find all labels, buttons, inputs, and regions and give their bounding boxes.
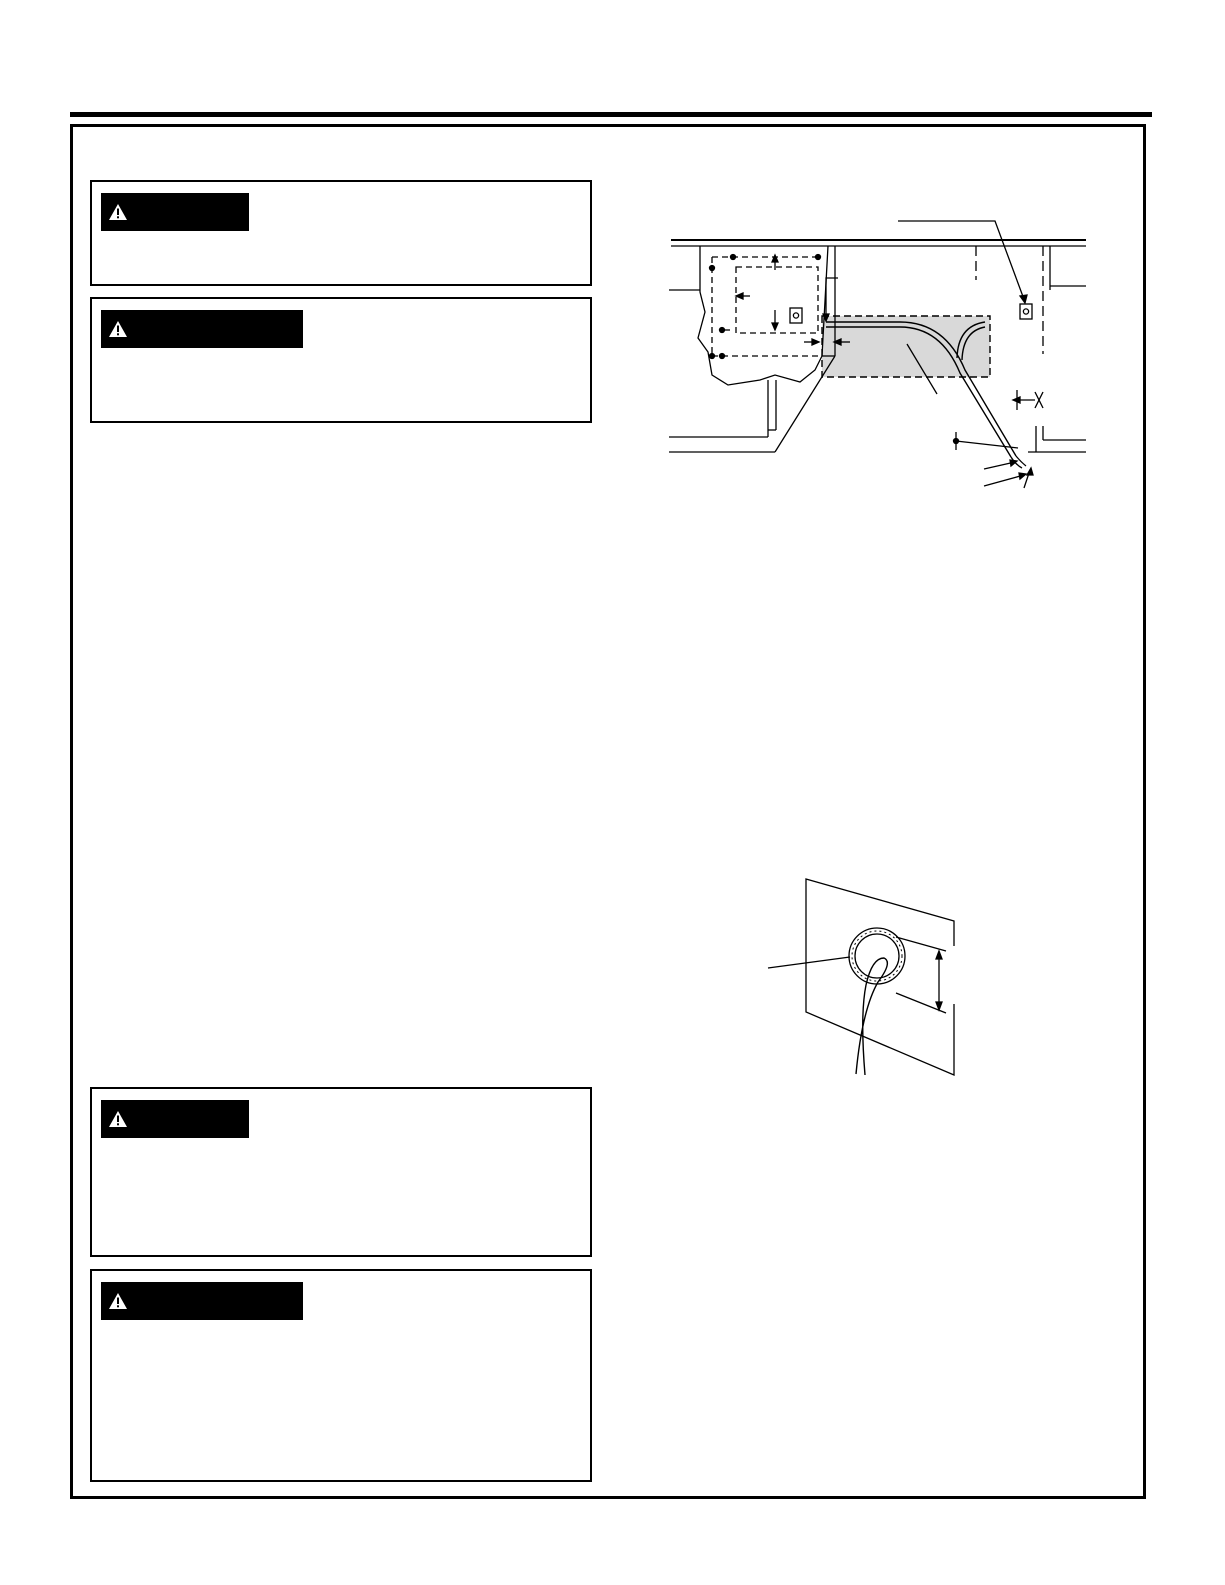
warning-triangle-icon [109, 1111, 127, 1127]
warning-triangle-icon [109, 204, 127, 220]
warning-badge-3 [101, 1100, 249, 1138]
warning-box-2 [90, 297, 592, 423]
outlet-right [1020, 304, 1032, 319]
grommet-hole-diagram [760, 870, 980, 1090]
warning-box-1 [90, 180, 592, 286]
cabinet-wall-panel [806, 879, 954, 1075]
warning-badge-1 [101, 193, 249, 231]
outlet-left [790, 308, 802, 323]
warning-badge-2 [101, 310, 303, 348]
warning-triangle-icon [109, 1293, 127, 1309]
warning-box-4 [90, 1269, 592, 1482]
warning-badge-4 [101, 1282, 303, 1320]
warning-box-3 [90, 1087, 592, 1257]
cabinet-installation-diagram [660, 210, 1100, 500]
warning-triangle-icon [109, 321, 127, 337]
header-rule [70, 112, 1152, 117]
